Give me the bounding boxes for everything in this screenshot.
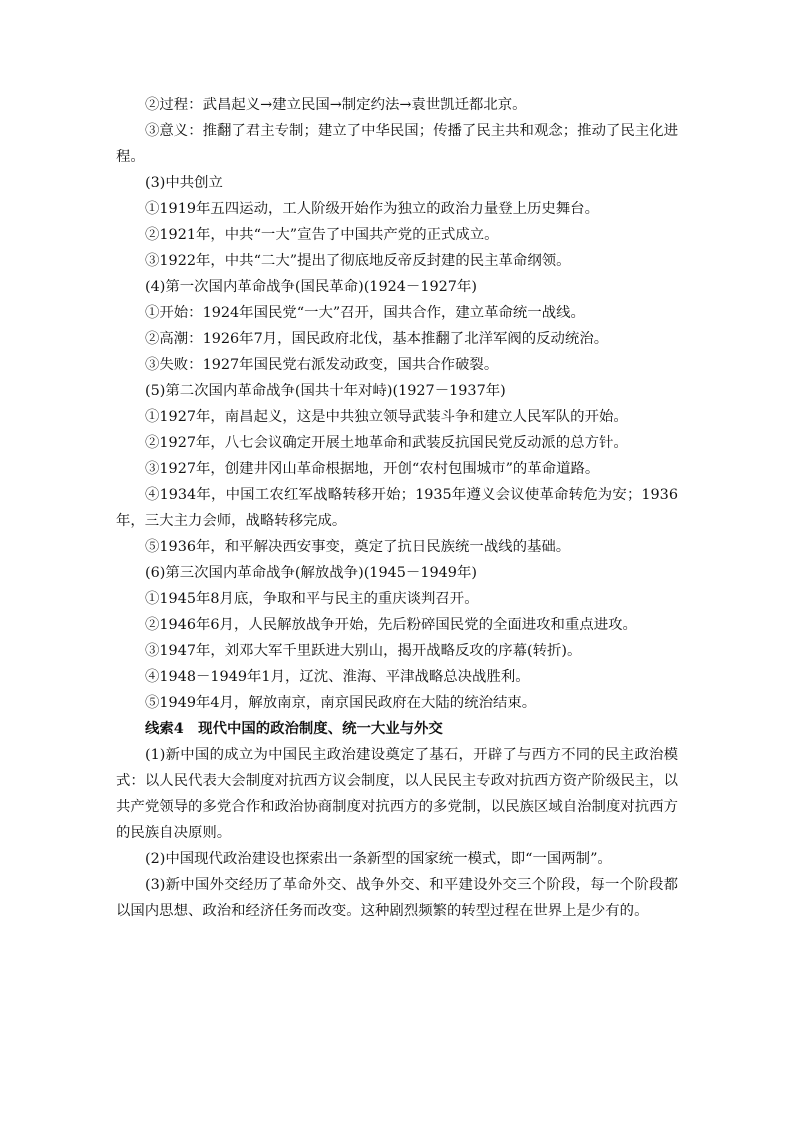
subsection-heading: (4)第一次国内革命战争(国民革命)(1924－1927年)	[145, 279, 477, 295]
paragraph: (2)中国现代政治建设也探索出一条新型的国家统一模式，即“一国两制”。	[145, 851, 612, 867]
list-item: ①1945年8月底，争取和平与民主的重庆谈判召开。	[145, 591, 479, 607]
paragraph: (3)新中国外交经历了革命外交、战争外交、和平建设外交三个阶段，每一个阶段都以国内思想、政治和经济任务而改变。这种剧烈频繁的转型过程在世界上是少有的。	[116, 877, 678, 919]
list-item: ②1921年，中共“一大”宣告了中国共产党的正式成立。	[145, 227, 499, 243]
section-heading: 线索4 现代中国的政治制度、统一大业与外交	[145, 720, 443, 737]
list-item: ①1927年，南昌起义，这是中共独立领导武装斗争和建立人民军队的开始。	[145, 409, 628, 425]
list-item: ②1927年，八七会议确定开展土地革命和武装反抗国民党反动派的总方针。	[145, 435, 628, 451]
list-item: ⑤1949年4月，解放南京，南京国民政府在大陆的统治结束。	[145, 695, 537, 711]
significance-item: ③意义：推翻了君主专制；建立了中华民国；传播了民主共和观念；推动了民主化进程。	[116, 123, 678, 165]
list-item: ③1927年，创建井冈山革命根据地，开创“农村包围城市”的革命道路。	[145, 461, 600, 477]
subsection-heading: (3)中共创立	[145, 175, 223, 191]
process-item: ②过程：武昌起义→建立民国→制定约法→袁世凯迁都北京。	[145, 97, 527, 113]
list-item: ①开始：1924年国民党“一大”召开，国共合作，建立革命统一战线。	[145, 305, 585, 321]
list-item: ③1922年，中共“二大”提出了彻底地反帝反封建的民主革命纲领。	[145, 253, 571, 269]
list-item: ②1946年6月，人民解放战争开始，先后粉碎国民党的全面进攻和重点进攻。	[145, 617, 637, 633]
list-item: ④1934年，中国工农红军战略转移开始；1935年遵义会议使革命转危为安；1936年，三大主力会师，战略转移完成。	[116, 487, 678, 529]
list-item: ②高潮：1926年7月，国民政府北伐，基本推翻了北洋军阀的反动统治。	[145, 331, 609, 347]
document-page	[116, 92, 678, 924]
list-item: ⑤1936年，和平解决西安事变，奠定了抗日民族统一战线的基础。	[145, 539, 571, 555]
subsection-heading: (6)第三次国内革命战争(解放战争)(1945－1949年)	[145, 565, 477, 581]
list-item: ③1947年，刘邓大军千里跃进大别山，揭开战略反攻的序幕(转折)。	[145, 643, 582, 659]
list-item: ③失败：1927年国民党右派发动政变，国共合作破裂。	[145, 357, 499, 373]
list-item: ①1919年五四运动，工人阶级开始作为独立的政治力量登上历史舞台。	[145, 201, 599, 217]
subsection-heading: (5)第二次国内革命战争(国共十年对峙)(1927－1937年)	[145, 383, 506, 399]
list-item: ④1948－1949年1月，辽沈、淮海、平津战略总决战胜利。	[145, 669, 530, 685]
paragraph: (1)新中国的成立为中国民主政治建设奠定了基石，开辟了与西方不同的民主政治模式：以人民代表大会制度对抗西方议会制度，以人民民主专政对抗西方资产阶级民主，以共产党领导的多党合作和政治协商制度对抗西方的多党制，以民族区域自治制度对抗西方的民族自决原则。	[116, 747, 678, 841]
